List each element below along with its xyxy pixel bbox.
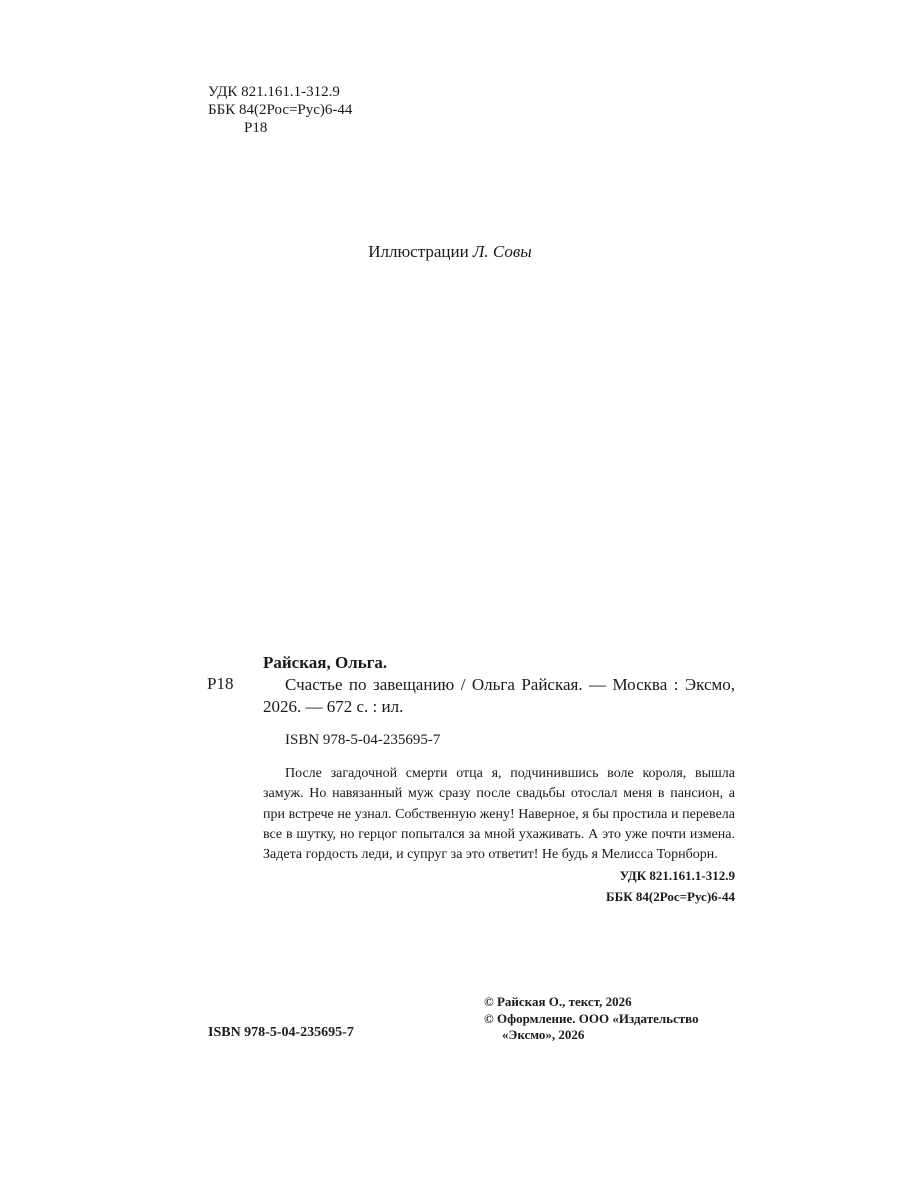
udk-code: УДК 821.161.1-312.9: [208, 84, 340, 100]
record-codes: [263, 865, 735, 907]
author-sign: Р18: [244, 120, 268, 136]
record-author-sign: Р18: [207, 674, 234, 693]
illustrator-name: Л. Совы: [472, 242, 532, 261]
record-annotation: После загадочной смерти отца я, подчинившись воле короля, вышла замуж. Но навязанный муж сразу после свадьбы отослал меня в пансион, а при встрече не узнал. Собственную жену! Наверное, я бы простила и перевела все в шутку, но герцог попытался за мной ухаживать. А это уже почти измена. Задета гордость леди, и супруг за это ответит! Не будь я Мелисса Торнборн.: [263, 766, 735, 863]
copyright-block: [484, 994, 699, 1044]
illustrations-credit: [0, 242, 900, 262]
bbk-code: ББК 84(2Рос=Рус)6-44: [208, 102, 353, 118]
illustrations-prefix: Иллюстрации: [368, 242, 469, 261]
record-author: Райская, Ольга.: [263, 653, 388, 672]
record-isbn: ISBN 978-5-04-235695-7: [285, 732, 441, 748]
footer-isbn: ISBN 978-5-04-235695-7: [208, 1025, 354, 1040]
record-bbk: ББК 84(2Рос=Рус)6-44: [606, 889, 735, 905]
classification-block: [208, 83, 352, 137]
copyright-design-line2: «Эксмо», 2026: [502, 1027, 585, 1042]
record-udk: УДК 821.161.1-312.9: [619, 868, 735, 884]
copyright-text: © Райская О., текст, 2026: [484, 994, 632, 1009]
record-description: Счастье по завещанию / Ольга Райская. — Москва : Эксмо, 2026. — 672 с. : ил.: [263, 675, 735, 716]
copyright-design-line1: © Оформление. ООО «Издательство: [484, 1010, 699, 1026]
bibliographic-record: [263, 652, 735, 907]
